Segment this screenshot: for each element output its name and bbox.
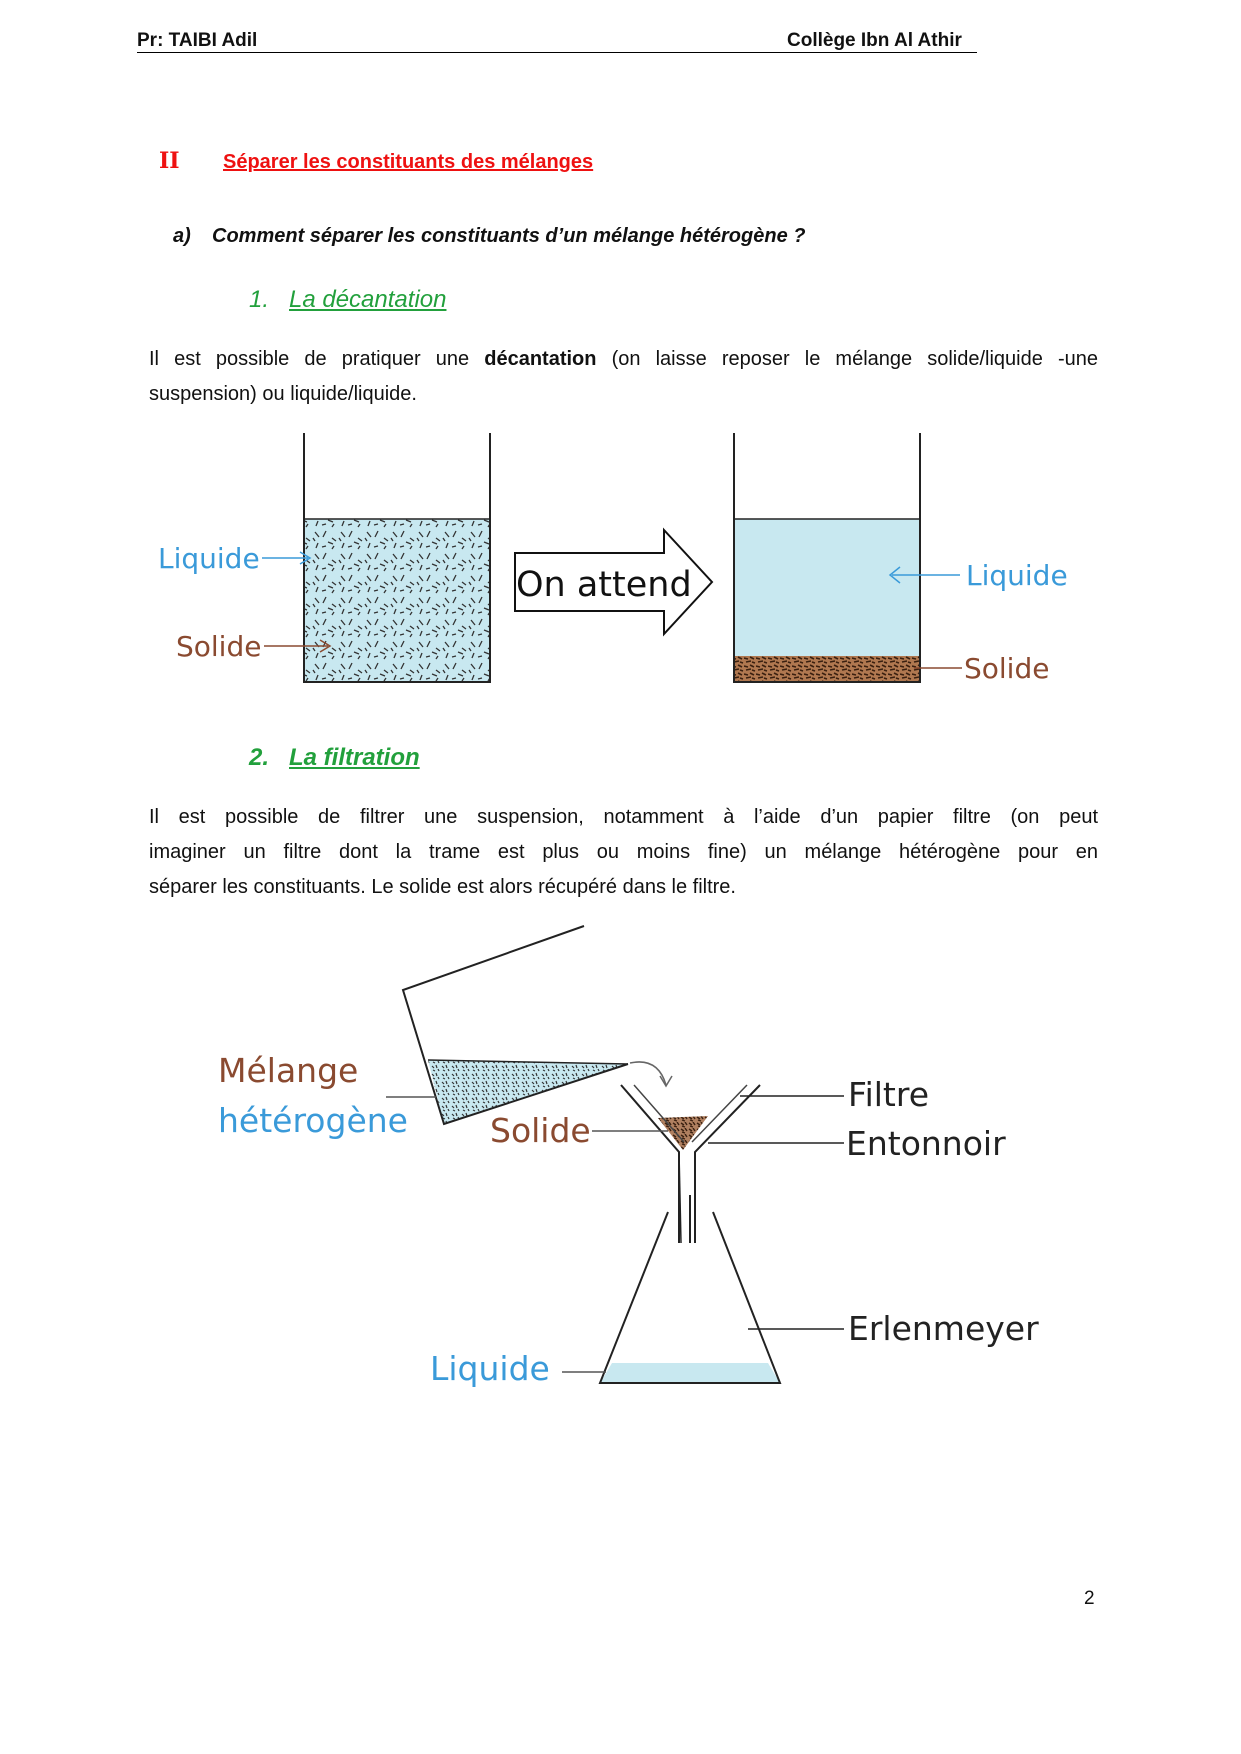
label-entonnoir: Entonnoir (846, 1124, 1006, 1163)
label-filtre: Filtre (848, 1075, 930, 1114)
section-number: II (159, 148, 180, 174)
pour-stream (630, 1062, 666, 1085)
page-number: 2 (1084, 1588, 1095, 1609)
label-on-attend: On attend (516, 565, 692, 605)
filtration-paragraph-line3: séparer les constituants. Le solide est alors récupéré dans le filtre. (149, 876, 736, 898)
question-text: Comment séparer les constituants d’un mélange hétérogène ? (212, 225, 806, 247)
section-title: Séparer les constituants des mélanges (223, 151, 594, 173)
label-liquid-right: Liquide (966, 559, 1068, 592)
label-solid-left: Solide (176, 630, 262, 663)
label-liquid-left: Liquide (158, 542, 260, 575)
filtration-number: 2. (249, 744, 270, 771)
decantation-paragraph-line1: Il est possible de pratiquer une décantation (on laisse reposer le mélange solide/liquide -une (149, 348, 1099, 370)
decantation-heading: La décantation (289, 286, 447, 313)
header-school: Collège Ibn Al Athir (787, 30, 962, 51)
filtration-heading: La filtration (289, 744, 420, 771)
decantation-number: 1. (249, 286, 270, 313)
decantation-bold-term: décantation (484, 348, 597, 370)
filtration-paragraph-line2: imaginer un filtre dont la trame est plus ou moins fine) un mélange hétérogène pour en (149, 841, 1098, 863)
label-heterogene: hétérogène (218, 1101, 408, 1140)
label-melange: Mélange (218, 1051, 359, 1090)
filtration-paragraph-line1: Il est possible de filtrer une suspension, notamment à l’aide d’un papier filtre (on peut (149, 806, 1098, 828)
label-solid-right: Solide (964, 652, 1050, 685)
label-erlenmeyer: Erlenmeyer (848, 1309, 1039, 1348)
decantation-paragraph-line2: suspension) ou liquide/liquide. (149, 383, 417, 405)
header-author: Pr: TAIBI Adil (137, 30, 258, 51)
label-liquide: Liquide (430, 1349, 550, 1388)
pouring-beaker (403, 926, 672, 1124)
label-solide: Solide (490, 1111, 591, 1150)
question-marker: a) (173, 225, 191, 247)
erlenmeyer-flask (600, 1195, 780, 1383)
